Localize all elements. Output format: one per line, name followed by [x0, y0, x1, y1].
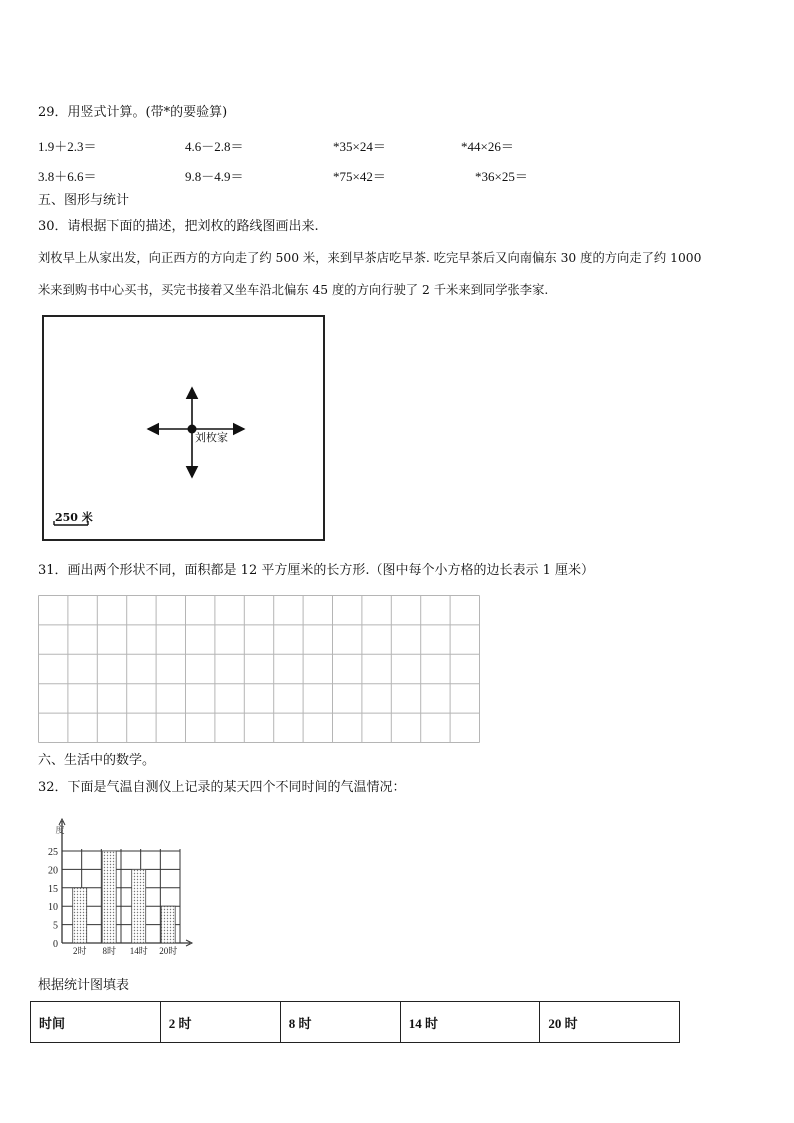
calc-1-4: *44×26＝ — [461, 139, 514, 154]
q31-title: 31．画出两个形状不同，面积都是 12 平方厘米的长方形.（图中每个小方格的边长表示 1 厘米） — [38, 563, 595, 578]
calc-2-3: *75×42＝ — [333, 169, 386, 184]
table-row — [31, 1002, 680, 1043]
x-tick-label: 20时 — [159, 946, 178, 956]
temperature-table — [30, 1001, 680, 1043]
bar-2时 — [73, 888, 87, 943]
calc-2-4: *36×25＝ — [475, 169, 528, 184]
table-cell-8h[interactable]: 8 时 — [280, 1002, 400, 1043]
y-tick-label: 25 — [48, 847, 58, 858]
q29-title: 29．用竖式计算。(带*的要验算) — [38, 105, 228, 120]
calc-2-1: 3.8＋6.6＝ — [38, 169, 97, 184]
x-tick-label: 8时 — [102, 946, 116, 956]
x-tick-label: 14时 — [129, 946, 148, 956]
q32-title: 32．下面是气温自测仪上记录的某天四个不同时间的气温情况： — [38, 780, 406, 795]
q30-title: 30．请根据下面的描述，把刘枚的路线图画出来. — [38, 219, 319, 234]
calc-1-1: 1.9＋2.3＝ — [38, 139, 97, 154]
section-6-heading: 六、生活中的数学。 — [38, 753, 156, 768]
temperature-chart — [34, 815, 194, 960]
drawing-grid[interactable] — [38, 595, 480, 743]
bar-8时 — [102, 851, 116, 943]
calc-2-2: 9.8－4.9＝ — [185, 169, 244, 184]
y-tick-label: 0 — [53, 939, 58, 950]
q32-table-caption: 根据统计图填表 — [38, 978, 130, 993]
q30-description-line-1: 刘枚早上从家出发，向正西方的方向走了约 500 米，来到早茶店吃早茶. 吃完早茶后又向南偏东 30 度的方向走了约 1000 — [38, 251, 702, 265]
x-tick-label: 2时 — [72, 946, 87, 956]
section-5-heading: 五、图形与统计 — [38, 193, 130, 208]
calc-1-2: 4.6－2.8＝ — [185, 139, 244, 154]
route-map — [42, 315, 325, 541]
y-axis-label: 度 — [55, 825, 65, 835]
table-cell-2h[interactable]: 2 时 — [160, 1002, 280, 1043]
table-cell-14h[interactable]: 14 时 — [400, 1002, 540, 1043]
bar-20时 — [161, 906, 175, 943]
calc-1-3: *35×24＝ — [333, 139, 386, 154]
scale-label: 250 米 — [55, 511, 93, 524]
table-cell-20h[interactable]: 20 时 — [540, 1002, 680, 1043]
home-label: 刘枚家 — [195, 431, 228, 444]
table-cell-time[interactable]: 时间 — [31, 1002, 161, 1043]
y-tick-label: 20 — [48, 865, 58, 877]
y-tick-label: 15 — [48, 883, 58, 895]
bar-14时 — [132, 869, 146, 943]
route-map-drawing — [44, 317, 323, 539]
q30-description-line-2: 米来到购书中心买书，买完书接着又坐车沿北偏东 45 度的方向行驶了 2 千米来到同学张李家. — [38, 283, 549, 297]
y-tick-label: 10 — [48, 902, 58, 914]
y-tick-label: 5 — [53, 920, 58, 932]
